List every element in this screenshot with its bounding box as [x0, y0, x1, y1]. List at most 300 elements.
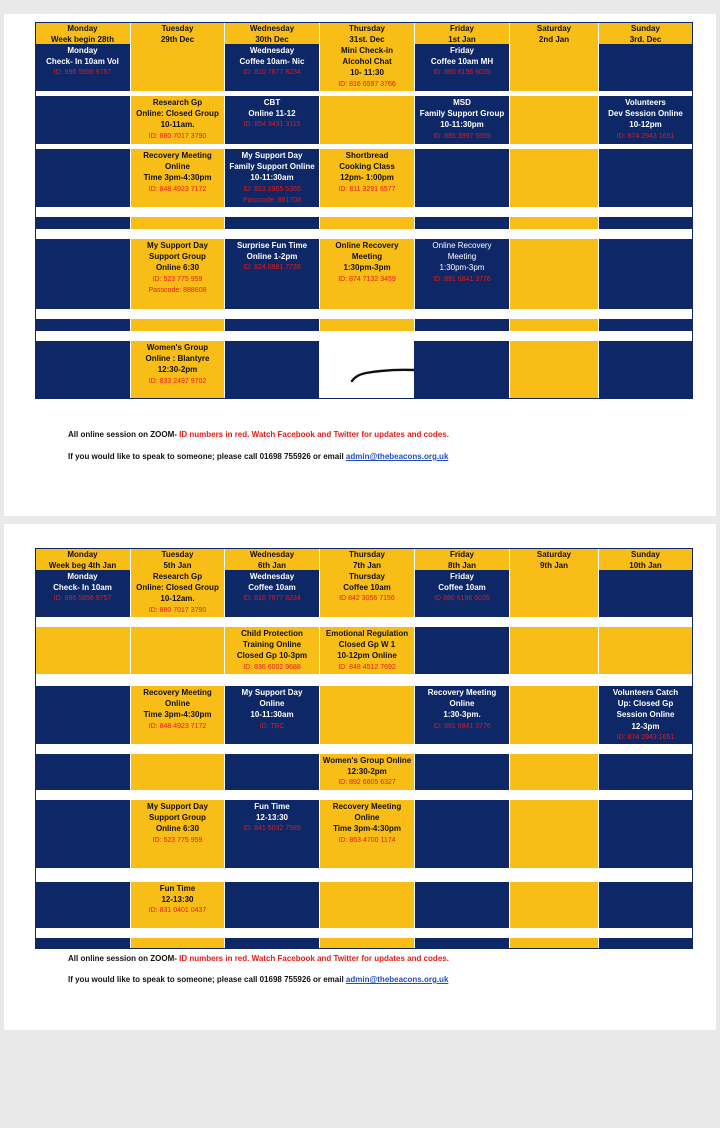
schedule-cell [131, 44, 225, 91]
zoom-id-text: ID: TBC [259, 722, 285, 730]
session-text: Surprise Fun Time [236, 241, 308, 250]
schedule-cell [35, 96, 131, 144]
schedule-cell [320, 627, 415, 674]
email-link[interactable]: admin@thebeacons.org.uk [345, 975, 449, 984]
session-text: Volunteers Catch [612, 688, 679, 697]
schedule-cell [599, 341, 693, 399]
session-text: Support Group [149, 252, 206, 262]
day-label: Thursday [348, 24, 385, 33]
day-label: 29th Dec [160, 35, 195, 44]
schedule-cell [599, 217, 693, 229]
session-text: Online [449, 699, 475, 709]
session-text: Coffee 10am [248, 583, 296, 593]
schedule-cell [35, 627, 131, 674]
session-text: 12-13:30 [255, 813, 289, 823]
schedule-cell [320, 882, 415, 928]
session-text: Online : Blantyre [145, 354, 210, 364]
schedule-cell [510, 96, 599, 144]
day-header-cell [35, 22, 131, 44]
session-text: Training Online [242, 640, 302, 650]
schedule-cell [35, 686, 131, 744]
zoom-id-text: ID: 891 6841 3776 [433, 722, 491, 730]
schedule-cell [131, 217, 225, 229]
zoom-id-text: ID: 892 6605 6327 [338, 779, 396, 787]
session-text: CBT [263, 98, 281, 107]
session-text: 10-12pm [629, 120, 662, 130]
schedule-cell [131, 341, 225, 399]
schedule-cell [225, 96, 320, 144]
contact-text: If you would like to speak to someone; please call 01698 755926 or email [68, 452, 346, 461]
session-text: Coffee 10am [343, 583, 391, 593]
zoom-id-text: Passcode: 888608 [148, 286, 207, 294]
day-label: Sunday [631, 550, 660, 559]
schedule-cell [35, 239, 131, 309]
session-text: Online Recovery [432, 241, 492, 250]
schedule-cell [35, 882, 131, 928]
session-text: 12-13:30 [161, 895, 194, 905]
schedule-row [35, 938, 693, 949]
session-text: Monday [67, 46, 98, 55]
schedule-cell [415, 149, 510, 207]
schedule-cell [320, 341, 415, 399]
schedule-row [35, 149, 693, 207]
schedule-row [35, 44, 693, 91]
day-label: Wednesday [249, 550, 295, 559]
schedule-cell [510, 570, 599, 617]
schedule-row [35, 686, 693, 744]
schedule-cell [320, 686, 415, 744]
session-text: 10- 11:30 [350, 68, 384, 78]
contact-note [68, 452, 448, 461]
header-row [35, 22, 693, 44]
session-text: MSD [453, 98, 471, 107]
session-text: 1:30-3pm. [443, 710, 481, 720]
schedule-cell [35, 570, 131, 617]
zoom-id-text: ID: 874 2943 1651 [616, 132, 675, 140]
day-label: Monday [67, 550, 98, 559]
day-header-cell [510, 548, 599, 570]
schedule-cell [131, 96, 225, 144]
session-text: Session Online [616, 710, 675, 720]
schedule-cell [415, 938, 510, 949]
zoom-id-text: ID: 848 4512 7692 [338, 663, 396, 671]
schedule-row [35, 627, 693, 674]
day-label: Wednesday [249, 24, 295, 33]
session-text: Online 6:30 [155, 263, 200, 273]
schedule-row [35, 239, 693, 309]
schedule-cell [510, 341, 599, 399]
day-label: Tuesday [161, 550, 194, 559]
schedule-cell [320, 149, 415, 207]
day-header-cell [599, 548, 693, 570]
session-text: Online: Closed Group [136, 109, 219, 119]
session-text: Friday [449, 46, 474, 55]
schedule-cell [415, 217, 510, 229]
session-text: Volunteers [625, 98, 666, 107]
schedule-cell [599, 570, 693, 617]
session-text: Family Support Online [229, 162, 315, 172]
header-row [35, 548, 693, 570]
schedule-cell [225, 754, 320, 790]
schedule-cell [320, 800, 415, 868]
schedule-cell [320, 44, 415, 91]
zoom-id-text: ID: 896 5856 9757 [53, 595, 112, 603]
day-label: 31st. Dec [349, 35, 385, 44]
schedule-cell [131, 882, 225, 928]
session-text: My Support Day [241, 688, 303, 697]
day-label: 7th Jan [352, 561, 381, 570]
row-spacer [35, 744, 693, 754]
session-text: Research Gp [152, 572, 203, 581]
schedule-cell [131, 800, 225, 868]
session-text: Women's Group Online [322, 756, 412, 765]
session-text: My Support Day [147, 802, 208, 811]
zoom-id-text: ID: 816 6597 3766 [338, 80, 396, 88]
day-label: Sunday [631, 24, 660, 33]
schedule-cell [599, 754, 693, 790]
session-text: Online [165, 699, 190, 709]
day-label: Friday [449, 550, 474, 559]
session-text: Fun Time [254, 802, 290, 811]
timetable-page-week-1 [4, 14, 716, 516]
schedule-cell [131, 627, 225, 674]
schedule-cell [599, 800, 693, 868]
schedule-cell [599, 96, 693, 144]
schedule-cell [131, 149, 225, 207]
zoom-note [68, 430, 449, 439]
schedule-cell [131, 754, 225, 790]
zoom-id-text: Passcode: 881708 [243, 196, 301, 204]
schedule-cell [510, 686, 599, 744]
session-text: Research Gp [152, 98, 203, 107]
schedule-cell [131, 938, 225, 949]
schedule-cell [35, 800, 131, 868]
schedule-cell [35, 44, 131, 91]
schedule-row [35, 754, 693, 790]
zoom-id-text: ID: 831 0401 0437 [148, 907, 207, 915]
session-text: Meeting [351, 252, 383, 262]
schedule-cell [599, 149, 693, 207]
contact-note [68, 975, 448, 984]
schedule-cell [510, 217, 599, 229]
zoom-id-text: ID: 863 4700 1174 [338, 836, 396, 844]
schedule-cell [225, 341, 320, 399]
day-label: Week begin 28th [51, 35, 114, 44]
zoom-id-text: ID: 885 3997 5559 [433, 132, 491, 140]
day-header-cell [320, 548, 415, 570]
schedule-cell [415, 754, 510, 790]
zoom-id-text: ID: 874 7132 3459 [338, 275, 396, 283]
schedule-cell [599, 627, 693, 674]
session-text: Friday [449, 572, 474, 581]
zoom-id-text: ID: 836 6002 9688 [243, 663, 301, 671]
schedule-cell [225, 882, 320, 928]
schedule-cell [510, 627, 599, 674]
schedule-cell [320, 938, 415, 949]
session-text: Wednesday [249, 572, 295, 581]
schedule-cell [35, 341, 131, 399]
schedule-cell [510, 800, 599, 868]
session-text: Online 1-2pm [246, 252, 298, 262]
day-header-cell [131, 22, 225, 44]
session-text: Thursday [348, 572, 385, 581]
session-text: Monday [67, 572, 98, 581]
zoom-id-text: ID 842 3056 7156 [339, 595, 395, 603]
zoom-id-text: ID 880 6196 6035 [434, 595, 490, 603]
schedule-cell [510, 149, 599, 207]
schedule-cell [415, 319, 510, 331]
session-text: Online Recovery [335, 241, 399, 250]
zoom-id-text: ID: 833 2497 9702 [148, 377, 207, 385]
schedule-cell [510, 754, 599, 790]
session-text: Wednesday [249, 46, 295, 55]
schedule-cell [131, 319, 225, 331]
row-spacer [35, 207, 693, 217]
day-label: 1st Jan [448, 35, 476, 44]
row-spacer [35, 928, 693, 938]
zoom-id-text: ID: 848 4923 7172 [148, 185, 207, 193]
session-text: Online: Closed Group [136, 583, 219, 593]
schedule-cell [225, 239, 320, 309]
schedule-cell [415, 882, 510, 928]
zoom-id-text: ID: 823 2965 5355 [243, 185, 301, 193]
session-text: 1:30pm-3pm [439, 263, 485, 273]
schedule-cell [320, 96, 415, 144]
session-text: Fun Time [159, 884, 196, 893]
schedule-cell [35, 217, 131, 229]
day-label: Friday [449, 24, 474, 33]
session-text: Recovery Meeting [427, 688, 497, 697]
day-header-cell [320, 22, 415, 44]
session-text: My Support Day [241, 151, 303, 160]
schedule-cell [320, 754, 415, 790]
session-text: Check- In 10am Vol [46, 57, 119, 67]
schedule-cell [320, 217, 415, 229]
zoom-id-text: ID: 810 7677 8234 [243, 595, 301, 603]
zoom-id-text: ID: 824 0981 7739 [243, 264, 301, 272]
zoom-id-text: ID: 841 5032 7589 [243, 825, 301, 833]
session-text: 10-11:30am [250, 710, 294, 720]
schedule-cell [35, 149, 131, 207]
day-label: 6th Jan [257, 561, 286, 570]
contact-text: If you would like to speak to someone; please call 01698 755926 or email [68, 975, 346, 984]
schedule-row [35, 341, 693, 399]
schedule-cell [415, 239, 510, 309]
session-text: Coffee 10am [438, 583, 486, 593]
session-text: 12:30-2pm [157, 365, 198, 375]
row-spacer [35, 868, 693, 882]
schedule-cell [320, 239, 415, 309]
zoom-note [68, 954, 449, 963]
zoom-note-red-text: ID numbers in red. Watch Facebook and Twitter for updates and codes. [179, 430, 449, 439]
session-text: Online 6:30 [155, 824, 200, 834]
schedule-cell [415, 44, 510, 91]
session-text: Mini Check-in [340, 46, 393, 55]
zoom-id-text: ID: 810 7677 8234 [243, 69, 301, 77]
schedule-cell [225, 686, 320, 744]
schedule-cell [225, 149, 320, 207]
row-spacer [35, 309, 693, 319]
session-text: Time 3pm-4:30pm [333, 824, 401, 834]
schedule-cell [225, 319, 320, 331]
session-text: Family Support Group [419, 109, 505, 119]
schedule-cell [415, 627, 510, 674]
schedule-cell [225, 217, 320, 229]
schedule-cell [599, 319, 693, 331]
schedule-row [35, 800, 693, 868]
session-text: Recovery Meeting [332, 802, 402, 811]
schedule-cell [599, 882, 693, 928]
session-text: 10-11:30am [250, 173, 294, 183]
schedule-cell [320, 570, 415, 617]
schedule-cell [225, 570, 320, 617]
row-spacer [35, 229, 693, 239]
session-text: Check- In 10am [53, 583, 112, 593]
timetable-grid-week-2 [35, 548, 693, 949]
schedule-row [35, 217, 693, 229]
session-text: Online [259, 699, 285, 709]
zoom-id-text: ID: 880 7017 3790 [148, 606, 207, 614]
schedule-cell [510, 239, 599, 309]
row-spacer [35, 617, 693, 627]
schedule-cell [599, 938, 693, 949]
schedule-cell [225, 938, 320, 949]
day-label: Thursday [348, 550, 385, 559]
timetable-grid-week-1 [35, 22, 693, 399]
day-label: 5th Jan [163, 561, 192, 570]
day-label: Tuesday [161, 24, 194, 33]
zoom-id-text: ID: 523 775 959 [152, 836, 203, 844]
zoom-id-text: ID: 848 4923 7172 [148, 722, 207, 730]
session-text: Time 3pm-4:30pm [143, 173, 212, 183]
schedule-cell [225, 44, 320, 91]
day-label: Saturday [536, 24, 572, 33]
session-text: 10-11am. [160, 120, 195, 130]
day-label: 2nd Jan [538, 35, 570, 44]
schedule-row [35, 96, 693, 144]
session-text: 10-11:30pm [440, 120, 484, 130]
schedule-cell [510, 44, 599, 91]
session-text: Meeting [447, 252, 477, 262]
schedule-row [35, 570, 693, 617]
session-text: Women's Group [146, 343, 209, 352]
session-text: Recovery Meeting [143, 688, 212, 697]
schedule-cell [415, 96, 510, 144]
session-text: Child Protection [241, 629, 303, 638]
schedule-cell [35, 319, 131, 331]
schedule-cell [320, 319, 415, 331]
zoom-note-text: All online session on ZOOM- [68, 430, 180, 439]
day-label: Week beg 4th Jan [48, 561, 117, 570]
email-link[interactable]: admin@thebeacons.org.uk [345, 452, 449, 461]
schedule-cell [599, 239, 693, 309]
schedule-cell [35, 754, 131, 790]
day-label: 8th Jan [447, 561, 476, 570]
day-label: 3rd. Dec [629, 35, 662, 44]
session-text: Closed Gp W 1 [338, 640, 396, 650]
schedule-cell [225, 627, 320, 674]
zoom-id-text: ID: 854 9431 3115 [243, 121, 301, 129]
day-header-cell [599, 22, 693, 44]
session-text: Online [165, 162, 190, 172]
schedule-cell [599, 686, 693, 744]
session-text: Coffee 10am- Nic [239, 57, 305, 67]
session-text: Time 3pm-4:30pm [143, 710, 212, 720]
schedule-cell [415, 800, 510, 868]
schedule-cell [225, 800, 320, 868]
schedule-cell [510, 319, 599, 331]
day-label: Monday [67, 24, 98, 33]
zoom-note-red-text: ID numbers in red. Watch Facebook and Twitter for updates and codes. [179, 954, 449, 963]
session-text: Dev Session Online [608, 109, 683, 119]
session-text: 12:30-2pm [347, 767, 387, 777]
day-label: 9th Jan [539, 561, 568, 570]
session-text: Shortbread [345, 151, 389, 160]
day-label: 10th Jan [629, 561, 662, 570]
zoom-id-text: ID: 523 775 959 [152, 275, 203, 283]
session-text: Coffee 10am MH [430, 57, 494, 67]
schedule-cell [35, 938, 131, 949]
schedule-cell [131, 239, 225, 309]
session-text: Cooking Class [339, 162, 395, 172]
day-label: Saturday [536, 550, 572, 559]
session-text: Emotional Regulation [325, 629, 409, 638]
session-text: Online 11-12 [248, 109, 296, 119]
schedule-cell [510, 938, 599, 949]
session-text: Support Group [149, 813, 206, 823]
session-text: 12pm- 1:00pm [340, 173, 394, 183]
day-header-cell [35, 548, 131, 570]
schedule-cell [131, 686, 225, 744]
row-spacer [35, 674, 693, 686]
zoom-id-text: ID: 880 6196 6035 [433, 69, 491, 77]
zoom-note-text: All online session on ZOOM- [68, 954, 180, 963]
row-spacer [35, 790, 693, 800]
session-text: 12-3pm [631, 721, 660, 731]
schedule-row [35, 882, 693, 928]
pen-stroke [352, 370, 414, 381]
schedule-cell [510, 882, 599, 928]
session-text: My Support Day [147, 241, 208, 250]
day-header-cell [510, 22, 599, 44]
session-text: Alcohol Chat [342, 57, 392, 67]
zoom-id-text: ID: 880 7017 3790 [148, 132, 207, 140]
day-header-cell [415, 22, 510, 44]
session-text: Online [354, 813, 380, 823]
zoom-id-text: ID: 811 3291 6577 [338, 185, 396, 193]
schedule-cell [415, 341, 510, 399]
timetable-page-week-2 [4, 524, 716, 1030]
session-text: Closed Gp 10-3pm [236, 651, 308, 661]
day-header-cell [225, 22, 320, 44]
row-spacer [35, 331, 693, 341]
session-text: 10-12pm Online [337, 651, 397, 661]
day-header-cell [131, 548, 225, 570]
zoom-id-text: ID: 874 2943 1651 [616, 733, 675, 741]
day-header-cell [225, 548, 320, 570]
zoom-id-text: ID: 891 6841 3776 [433, 275, 491, 283]
zoom-id-text: ID: 896 5856 9757 [53, 69, 112, 77]
session-text: Recovery Meeting [143, 151, 212, 160]
session-text: 1:30pm-3pm [343, 263, 391, 273]
schedule-cell [415, 570, 510, 617]
day-header-cell [415, 548, 510, 570]
day-label: 30th Dec [255, 35, 289, 44]
session-text: Up: Closed Gp [617, 699, 674, 709]
pen-mark-icon [320, 341, 415, 399]
session-text: 10-12am. [160, 594, 195, 604]
schedule-cell [415, 686, 510, 744]
